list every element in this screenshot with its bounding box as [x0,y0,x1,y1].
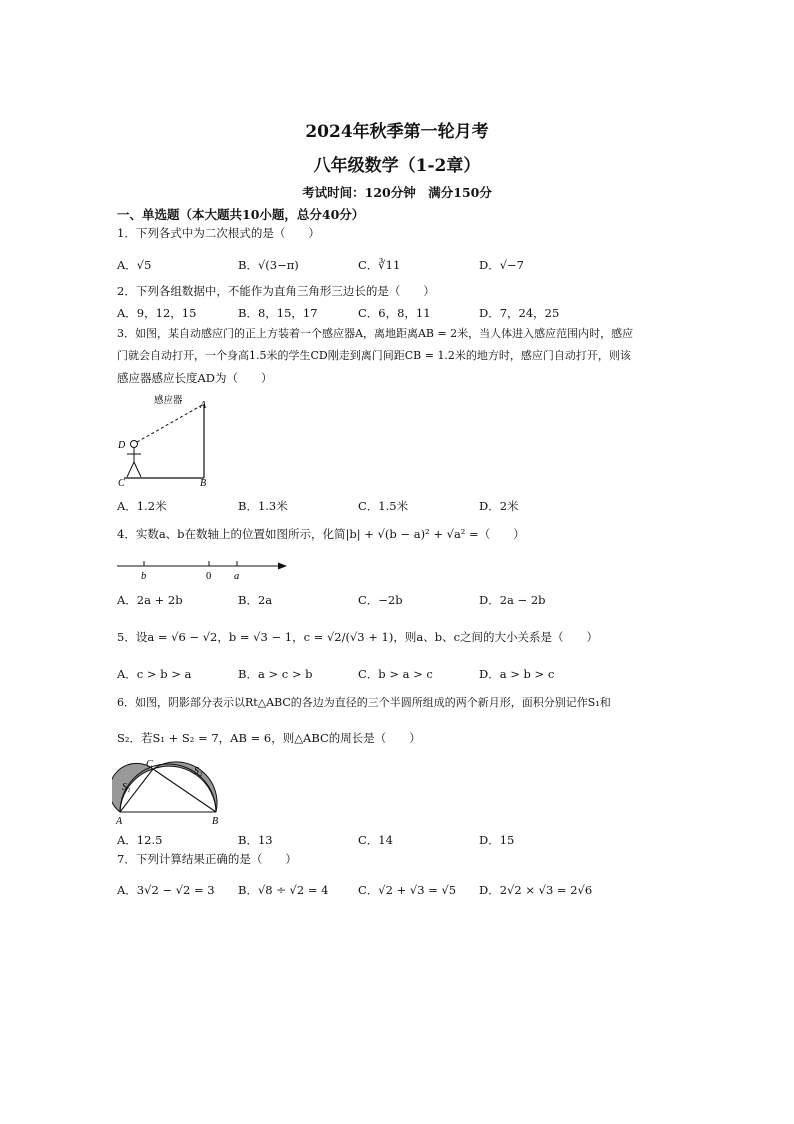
question-6-option-d: D．15 [479,833,515,847]
question-3-option-c: C．1.5米 [358,499,409,513]
question-2-option-b: B．8，15，17 [238,306,318,320]
sensor-label: 感应器 [154,396,183,406]
question-7-stem: 7．下列计算结果正确的是（ ） [117,852,297,866]
question-7-option-b: B．√8 ÷ √2 = 4 [238,883,329,897]
question-4-option-a: A．2a + 2b [117,593,183,607]
point-a-label: A [116,816,123,827]
lune-s1 [112,763,153,812]
question-1-option-b: B．√(3−π) [238,258,299,272]
number-line-arrow [278,563,287,570]
section-title: 一、单选题（本大题共10小题，总分40分） [117,207,365,222]
question-2-option-a: A．9，12，15 [117,306,197,320]
point-c-label: C [146,759,153,770]
question-6-figure [112,754,237,829]
point-b-label: B [200,478,207,489]
tick-label-a: a [234,571,240,582]
exam-info: 考试时间：120分钟 满分150分 [302,185,492,200]
lune-s2 [153,762,217,812]
question-5-stem: 5．设a = √6 − √2，b = √3 − 1，c = √2/(√3 + 1)，则a、b、c之间的大小关系是（ ） [117,630,599,644]
student-leg-left [127,462,134,477]
question-3-option-a: A．1.2米 [117,499,167,513]
area-s1-label: S₁ [122,782,131,793]
question-7-option-d: D．2√2 × √3 = 2√6 [479,883,593,897]
question-2-option-d: D．7，24，25 [479,306,560,320]
point-d-label: D [118,440,126,451]
question-2-option-c: C．6，8，11 [358,306,431,320]
question-3-line-2: 门就会自动打开，一个身高1.5米的学生CD刚走到离门间距CB = 1.2米的地方时，感应门自动打开，则该 [117,349,631,362]
question-4-option-d: D．2a − 2b [479,593,546,607]
question-6-option-c: C．14 [358,833,393,847]
question-3-line-1: 3．如图，某自动感应门的正上方装着一个感应器A，离地距离AB = 2米，当人体进入感应范围内时，感应 [117,327,634,340]
question-7-option-a: A．3√2 − √2 = 3 [117,883,215,897]
tick-label-b: b [141,571,147,582]
question-4-option-b: B．2a [238,593,273,607]
question-7-option-c: C．√2 + √3 = √5 [358,883,457,897]
question-5-option-d: D．a > b > c [479,667,555,681]
student-head [131,441,138,448]
question-6-line-1: 6．如图，阴影部分表示以Rt△ABC的各边为直径的三个半圆所组成的两个新月形，面积分别记作S₁和 [117,696,611,709]
question-3-line-3: 感应器感应长度AD为（ ） [117,371,273,385]
question-4-number-line [115,556,290,584]
point-a-label: A [200,400,207,411]
question-3-option-d: D．2米 [479,499,519,513]
tick-label-zero: 0 [206,571,212,582]
area-s2-label: S₂ [194,766,203,777]
student-leg-right [134,462,141,477]
question-5-option-a: A．c > b > a [117,667,192,681]
question-5-option-c: C．b > a > c [358,667,433,681]
question-4-stem: 4．实数a、b在数轴上的位置如图所示，化简|b| + √(b − a)² + √a² =（ ） [117,527,525,541]
sensor-line-ad [137,404,204,442]
question-1-option-d: D．√−7 [479,258,525,272]
question-2-stem: 2．下列各组数据中，不能作为直角三角形三边长的是（ ） [117,284,435,298]
question-3-figure [112,392,222,490]
question-6-option-b: B．13 [238,833,273,847]
question-4-option-c: C．−2b [358,593,403,607]
point-c-label: C [118,478,125,489]
exam-subtitle: 八年级数学（1-2章） [313,156,481,176]
question-3-option-b: B．1.3米 [238,499,288,513]
question-1-option-c: C．∛11 [358,258,401,272]
question-5-option-b: B．a > c > b [238,667,313,681]
question-1-option-a: A．√5 [117,258,152,272]
question-6-option-a: A．12.5 [117,833,163,847]
question-1-stem: 1．下列各式中为二次根式的是（ ） [117,226,320,240]
question-6-line-2: S₂．若S₁ + S₂ = 7，AB = 6，则△ABC的周长是（ ） [117,731,421,745]
point-b-label: B [212,816,219,827]
exam-title: 2024年秋季第一轮月考 [305,122,489,142]
